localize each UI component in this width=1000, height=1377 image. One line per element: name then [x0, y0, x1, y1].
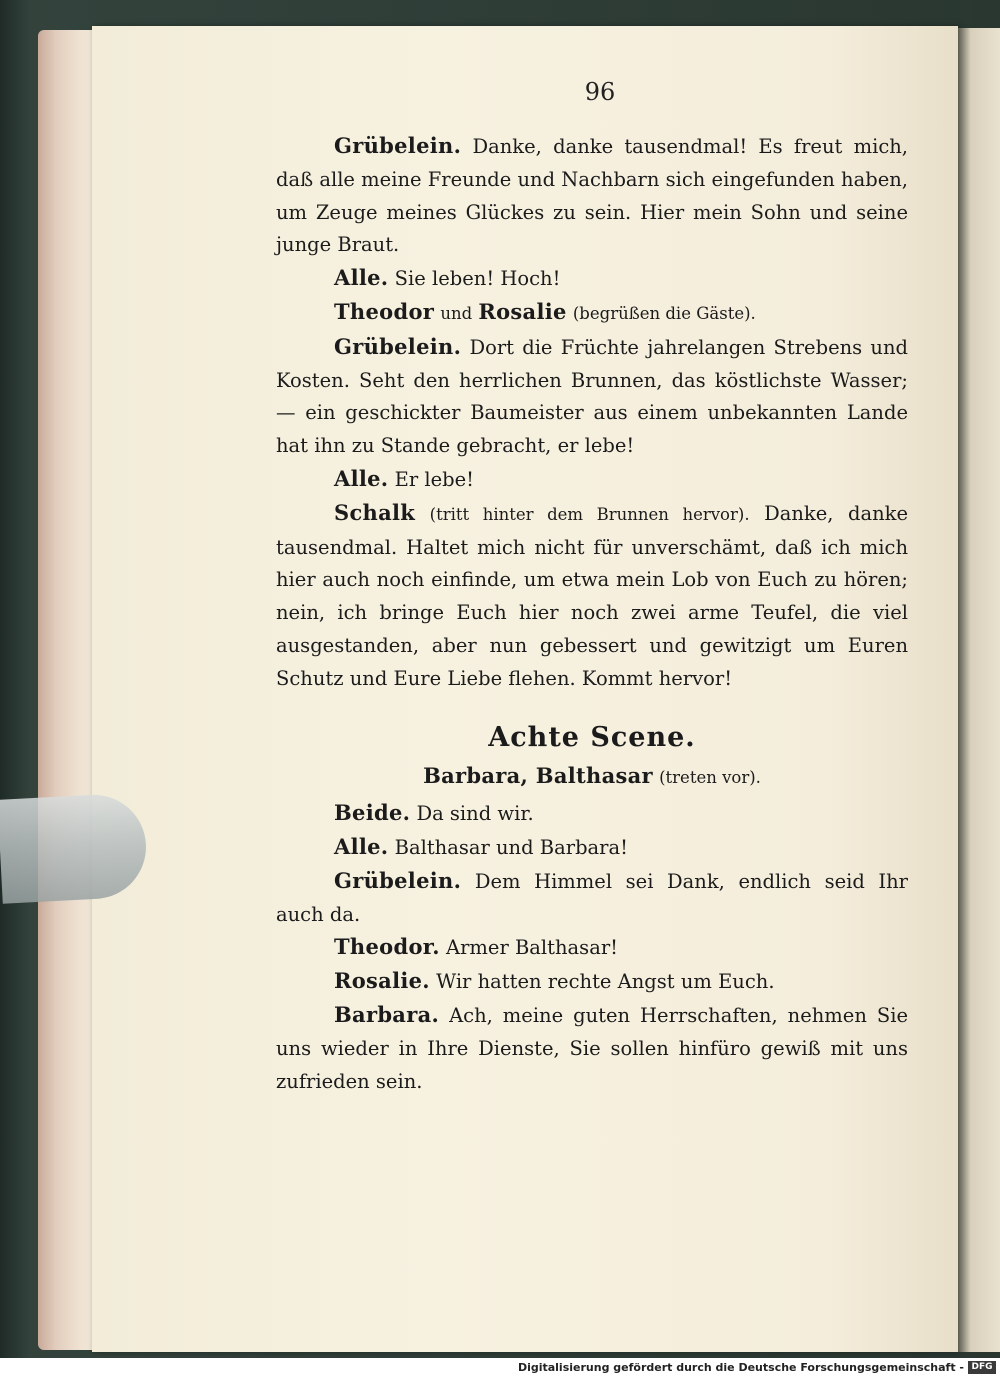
page-number: 96 [584, 78, 616, 106]
dialogue-paragraph [276, 831, 908, 865]
dialogue-paragraph [276, 965, 908, 999]
page-stack-edge [38, 30, 98, 1350]
dialogue-text: Danke, danke tausendmal! Es freut mich, daß alle meine Freunde und Nachbarn sich eingefunden haben, um Zeuge meines Glückes zu sein. Hier mein Sohn und seine junge Braut. [276, 135, 908, 257]
speaker-name: Schalk [334, 499, 416, 525]
dialogue-text: Dort die Früchte jahrelangen Strebens und Kosten. Seht den herrlichen Brunnen, das köstlichste Wasser; — ein geschickter Baumeister aus einem unbekannten Lande hat ihn zu Stande gebracht, er lebe! [276, 335, 908, 458]
dialogue-text: Dem Himmel sei Dank, endlich seid Ihr auch da. [276, 869, 909, 926]
speaker-name: Grübelein. [334, 133, 462, 158]
dialogue-text: Armer Balthasar! [446, 936, 618, 960]
speaker-name: Rosalie. [334, 968, 430, 994]
funding-credit: Digitalisierung gefördert durch die Deutsche Forschungsgemeinschaft - [517, 1361, 964, 1374]
dialogue-text: Da sind wir. [416, 802, 534, 826]
speaker-name: Grübelein. [334, 333, 462, 359]
stage-direction: (tritt hinter dem Brunnen hervor). [429, 504, 750, 524]
dfg-logo: DFG [968, 1361, 996, 1374]
dialogue-text: Balthasar und Barbara! [394, 835, 628, 859]
dialogue-text: Sie leben! Hoch! [394, 267, 561, 291]
speaker-name: Alle. [334, 265, 389, 291]
dialogue-paragraph [276, 999, 908, 1098]
dialogue-paragraph [276, 797, 908, 831]
stage-direction: (treten vor). [659, 768, 761, 788]
page-holder-clip [0, 792, 149, 903]
speaker-name: Theodor [334, 298, 435, 324]
speaker-name: Grübelein. [334, 867, 462, 893]
dialogue-text: Wir hatten rechte Angst um Euch. [436, 970, 775, 994]
speaker-joiner: und [440, 303, 473, 323]
speaker-name: Alle. [334, 833, 389, 859]
speaker-name: Theodor. [334, 934, 440, 960]
facing-page-edge [958, 28, 1000, 1352]
dialogue-text: Ach, meine guten Herrschaften, nehmen Sie uns wieder in Ihre Dienste, Sie sollen hinfüro gewiß mit uns zufrieden sein. [276, 1003, 908, 1093]
dialogue-paragraph [276, 463, 908, 497]
play-text [276, 130, 908, 1098]
dialogue-paragraph [276, 296, 908, 331]
dialogue-paragraph [276, 331, 908, 463]
speaker-name: Rosalie [478, 298, 567, 324]
scene-heading: Achte Scene. [488, 721, 696, 753]
dialogue-paragraph [276, 865, 908, 932]
dialogue-text: Danke, danke tausendmal. Haltet mich nicht für unverschämt, daß ich mich hier auch noch einfinde, um etwa mein Lob von Euch zu hören; nein, ich bringe Euch hier noch zwei arme Teufel, die viel ausgestanden, aber nun gebessert und gewitzigt um Euren Schutz und Eure Liebe flehen. Kommt hervor! [276, 501, 908, 690]
stage-direction: (begrüßen die Gäste). [572, 303, 756, 323]
dialogue-text: Er lebe! [394, 467, 475, 491]
dialogue-paragraph [276, 497, 908, 696]
scene-speakers: Barbara, Balthasar [423, 763, 653, 789]
dialogue-paragraph [276, 262, 908, 296]
scene-entrance [276, 760, 908, 795]
speaker-name: Beide. [334, 800, 411, 826]
speaker-name: Alle. [334, 465, 389, 491]
speaker-name: Barbara. [334, 1001, 440, 1027]
dialogue-paragraph [276, 931, 908, 965]
dialogue-paragraph [276, 130, 908, 262]
